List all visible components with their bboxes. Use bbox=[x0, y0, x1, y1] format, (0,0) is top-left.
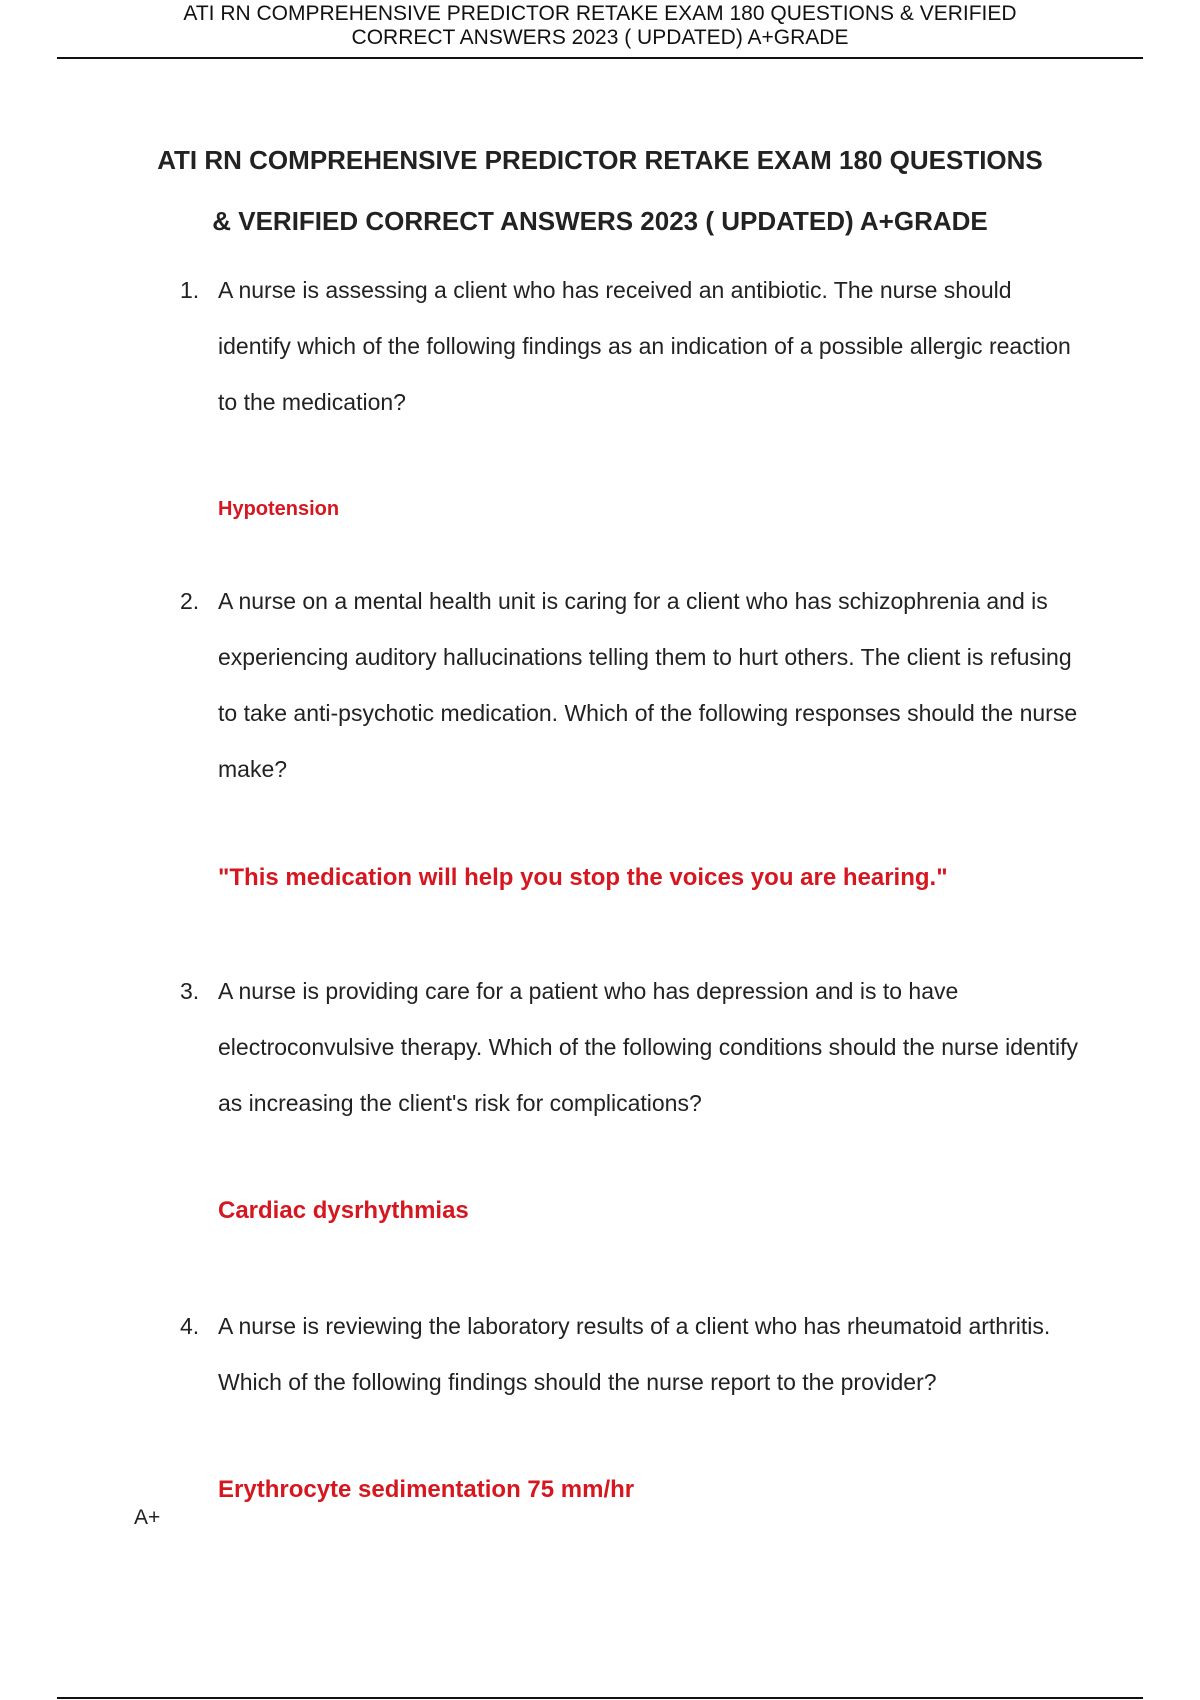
grade-watermark: A+ bbox=[134, 1506, 161, 1529]
document-title-line-2: & VERIFIED CORRECT ANSWERS 2023 ( UPDATED) A+GRADE bbox=[212, 206, 988, 236]
question-item bbox=[180, 573, 1080, 797]
answer-text: Cardiac dysrhythmias bbox=[218, 1197, 469, 1224]
answer-text: Erythrocyte sedimentation 75 mm/hr bbox=[218, 1476, 635, 1503]
question-text: A nurse is reviewing the laboratory results of a client who has rheumatoid arthritis. Which of the following findings should the nurse report to the provider? bbox=[218, 1313, 1051, 1395]
question-text: A nurse is assessing a client who has received an antibiotic. The nurse should identify which of the following findings as an indication of a possible allergic reaction to the medication? bbox=[218, 277, 1071, 415]
footer-divider bbox=[57, 1697, 1143, 1699]
question-number: 4. bbox=[180, 1313, 200, 1339]
header-divider bbox=[57, 57, 1143, 59]
question-text: A nurse on a mental health unit is caring for a client who has schizophrenia and is experiencing auditory hallucinations telling them to hurt others. The client is refusing to take anti-psychotic medication. Which of the following responses should the nurse make? bbox=[218, 588, 1078, 782]
running-header-line-1: ATI RN COMPREHENSIVE PREDICTOR RETAKE EXAM 180 QUESTIONS & VERIFIED bbox=[183, 2, 1017, 25]
running-header bbox=[0, 2, 1200, 50]
running-header-line-2: CORRECT ANSWERS 2023 ( UPDATED) A+GRADE bbox=[351, 26, 849, 49]
question-item bbox=[180, 262, 1080, 430]
question-number: 3. bbox=[180, 978, 200, 1004]
answer-text: Hypotension bbox=[218, 498, 340, 520]
question-number: 1. bbox=[180, 277, 200, 303]
question-text: A nurse is providing care for a patient who has depression and is to have electroconvulsive therapy. Which of the following conditions should the nurse identify as increasing the client's risk for complications? bbox=[218, 978, 1078, 1116]
question-item bbox=[180, 1298, 1080, 1410]
question-item bbox=[180, 963, 1080, 1131]
document-title-line-1: ATI RN COMPREHENSIVE PREDICTOR RETAKE EXAM 180 QUESTIONS bbox=[157, 145, 1043, 175]
question-number: 2. bbox=[180, 588, 200, 614]
answer-text: "This medication will help you stop the voices you are hearing." bbox=[218, 864, 948, 891]
